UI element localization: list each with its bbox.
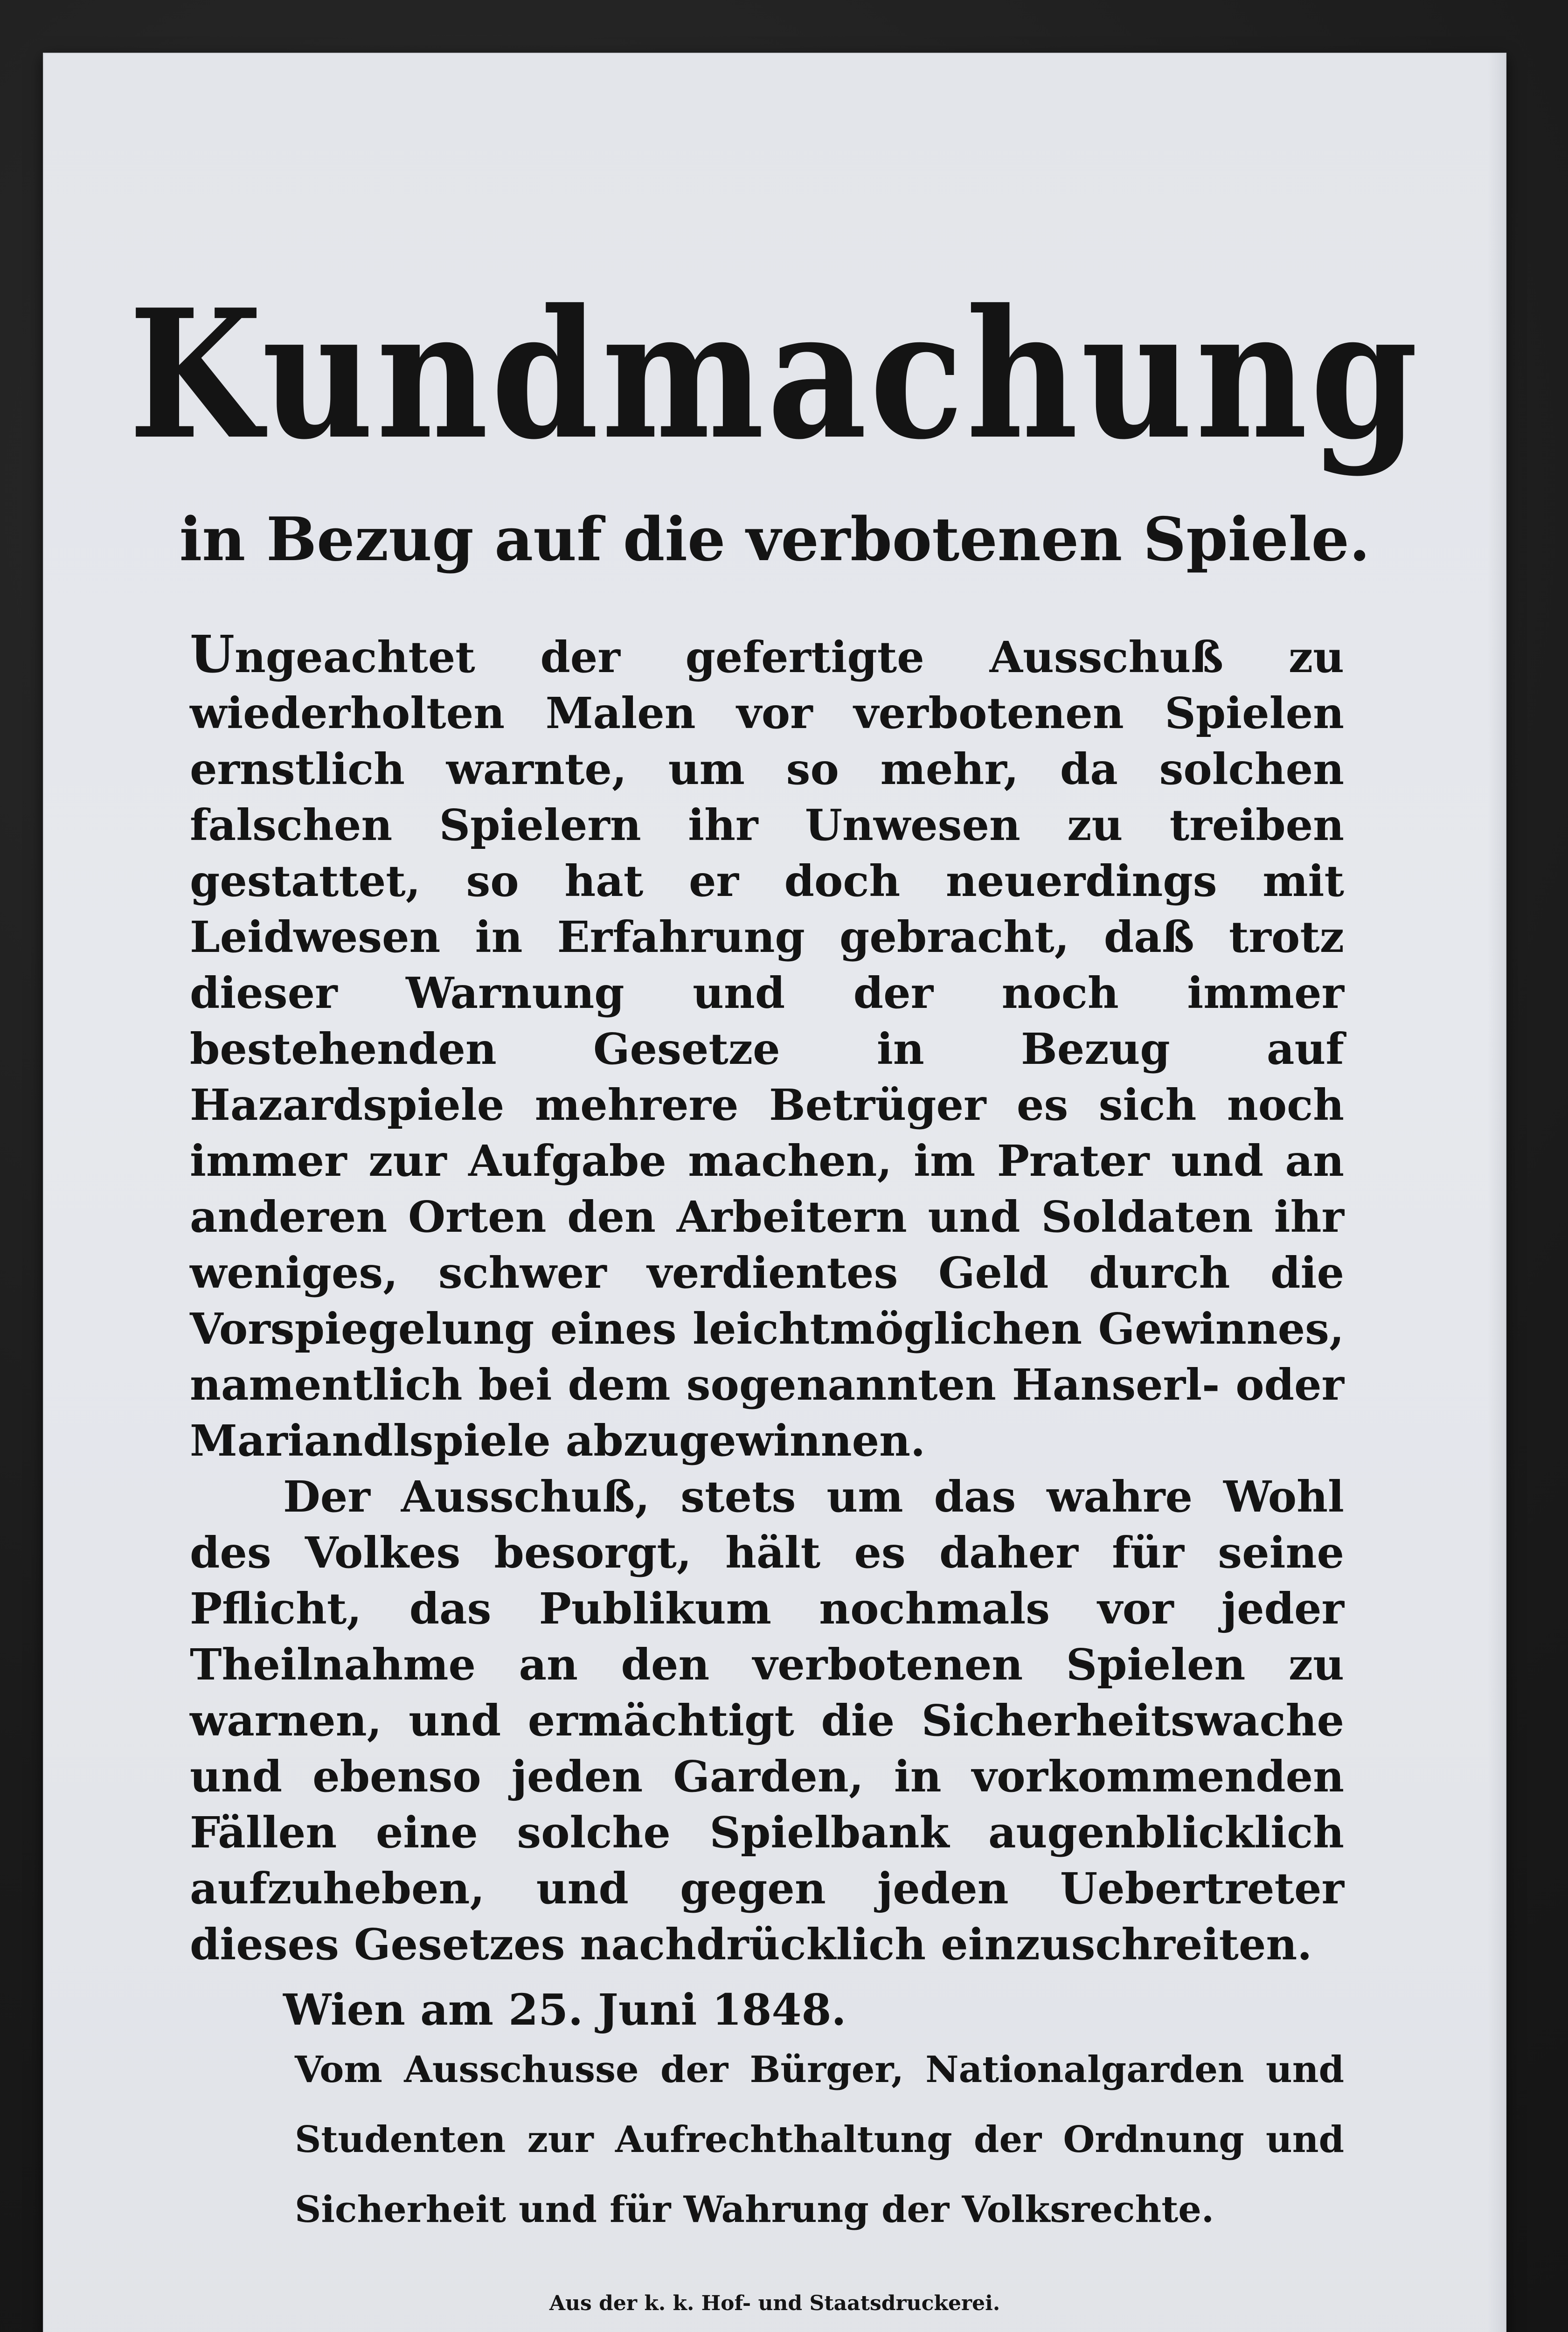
- initial-letter: U: [190, 624, 235, 684]
- poster-subtitle: in Bezug auf die verbotenen Spiele.: [179, 505, 1370, 575]
- paragraph-1-text: ngeachtet der gefertigte Ausschuß zu wiederholten Malen vor verbotenen Spielen ernstlich warnte, um so mehr, da solchen falschen Spielern ihr Unwesen zu treiben gestattet, so hat er doch neuerdings mit Leidwesen in Erfahrung gebracht, daß trotz dieser Warnung und der noch immer bestehenden Gesetze in Bezug auf Hazardspiele mehrere Betrüger es sich noch immer zur Aufgabe machen, im Prater und an anderen Orten den Arbeitern und Soldaten ihr weniges, schwer verdientes Geld durch die Vorspiegelung eines leichtmöglichen Gewinnes, namentlich bei dem sogenannten Hanserl- oder Mariandlspiele abzugewinnen.: [190, 632, 1344, 1466]
- printer-imprint: Aus der k. k. Hof- und Staatsdruckerei.: [549, 2291, 1000, 2315]
- announcement-body: [190, 626, 1344, 2038]
- date-line: Wien am 25. Juni 1848.: [283, 1985, 846, 2035]
- poster-title: Kundmachung: [128, 270, 1421, 479]
- paragraph-1: [190, 626, 1344, 1469]
- poster-sheet: [43, 53, 1506, 2332]
- signature-block: Vom Ausschusse der Bürger, Nationalgarden und Studenten zur Aufrechthaltung der Ordnung und Sicherheit und für Wahrung der Volksrechte.: [295, 2048, 1344, 2231]
- paragraph-2: Der Ausschuß, stets um das wahre Wohl des Volkes besorgt, hält es daher für seine Pflicht, das Publikum nochmals vor jeder Theilnahme an den verbotenen Spielen zu warnen, und ermächtigt die Sicherheitswache und ebenso jeden Garden, in vorkommenden Fällen eine solche Spielbank augenblicklich aufzuheben, und gegen jeden Uebertreter dieses Gesetzes nachdrücklich einzuschreiten.: [190, 1471, 1344, 1970]
